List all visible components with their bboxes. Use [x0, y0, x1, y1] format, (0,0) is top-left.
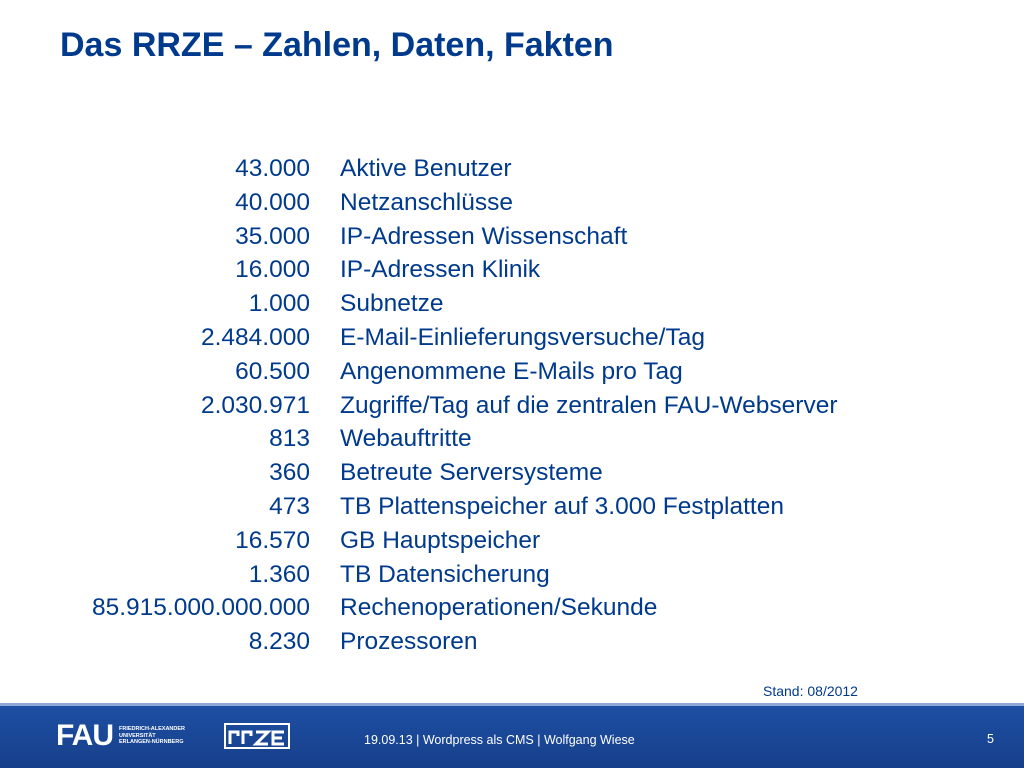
fact-label: Aktive Benutzer [340, 155, 512, 182]
fact-label: Angenommene E-Mails pro Tag [340, 357, 683, 385]
fact-label: E-Mail-Einlieferungsversuche/Tag [340, 323, 705, 351]
fact-row [0, 558, 1024, 592]
facts-list [0, 152, 1024, 659]
fact-row [0, 253, 1024, 287]
fact-row [0, 220, 1024, 254]
fact-number: 1.360 [248, 560, 310, 588]
fact-label: Betreute Serversysteme [340, 459, 603, 487]
fau-logo [56, 721, 185, 751]
fau-logo-mark: FAU [56, 719, 113, 752]
fau-logo-line: UNIVERSITÄT [119, 732, 156, 739]
footer-text: 19.09.13 | Wordpress als CMS | Wolfgang Wiese [364, 733, 635, 747]
fact-number: 40.000 [235, 188, 310, 216]
fact-number: 8.230 [248, 628, 310, 656]
fact-label: GB Hauptspeicher [340, 526, 541, 554]
fact-label: Webauftritte [340, 425, 472, 453]
slide-title: Das RRZE – Zahlen, Daten, Fakten [60, 26, 614, 64]
fact-label: Subnetze [340, 290, 444, 318]
fact-row [0, 456, 1024, 490]
fact-row [0, 355, 1024, 389]
fact-number: 813 [269, 425, 310, 453]
fact-number: 16.000 [235, 256, 310, 284]
fact-label: Prozessoren [340, 628, 478, 656]
fact-row [0, 287, 1024, 321]
fact-number: 473 [269, 492, 310, 520]
fact-label: IP-Adressen Wissenschaft [340, 222, 628, 250]
fau-logo-subtitle [119, 726, 185, 746]
fact-number: 16.570 [235, 526, 310, 554]
stand-date: Stand: 08/2012 [763, 683, 858, 699]
fact-row [0, 152, 1024, 186]
fact-label: Rechenoperationen/Sekunde [340, 594, 658, 622]
fact-row [0, 524, 1024, 558]
fact-number: 85.915.000.000.000 [92, 594, 310, 622]
fact-number: 2.030.971 [201, 391, 310, 419]
fact-label: TB Datensicherung [340, 560, 550, 588]
fact-label: Netzanschlüsse [340, 188, 513, 216]
fact-number: 2.484.000 [201, 323, 310, 351]
fau-logo-line: ERLANGEN-NÜRNBERG [119, 739, 184, 746]
fact-label: IP-Adressen Klinik [340, 256, 541, 284]
fact-row [0, 490, 1024, 524]
fact-number: 60.500 [235, 357, 310, 385]
fact-row [0, 422, 1024, 456]
fact-row [0, 591, 1024, 625]
fact-row [0, 321, 1024, 355]
rrze-logo [224, 723, 290, 749]
fau-logo-line: FRIEDRICH-ALEXANDER [119, 726, 185, 733]
fact-number: 35.000 [235, 222, 310, 250]
fact-row [0, 625, 1024, 659]
page-number: 5 [987, 732, 994, 746]
fact-number: 43.000 [235, 155, 310, 182]
fact-label: Zugriffe/Tag auf die zentralen FAU-Webserver [340, 391, 838, 419]
fact-number: 360 [269, 459, 310, 487]
fact-number: 1.000 [248, 290, 310, 318]
fact-label: TB Plattenspeicher auf 3.000 Festplatten [340, 492, 784, 520]
fact-row [0, 186, 1024, 220]
fact-row [0, 389, 1024, 423]
